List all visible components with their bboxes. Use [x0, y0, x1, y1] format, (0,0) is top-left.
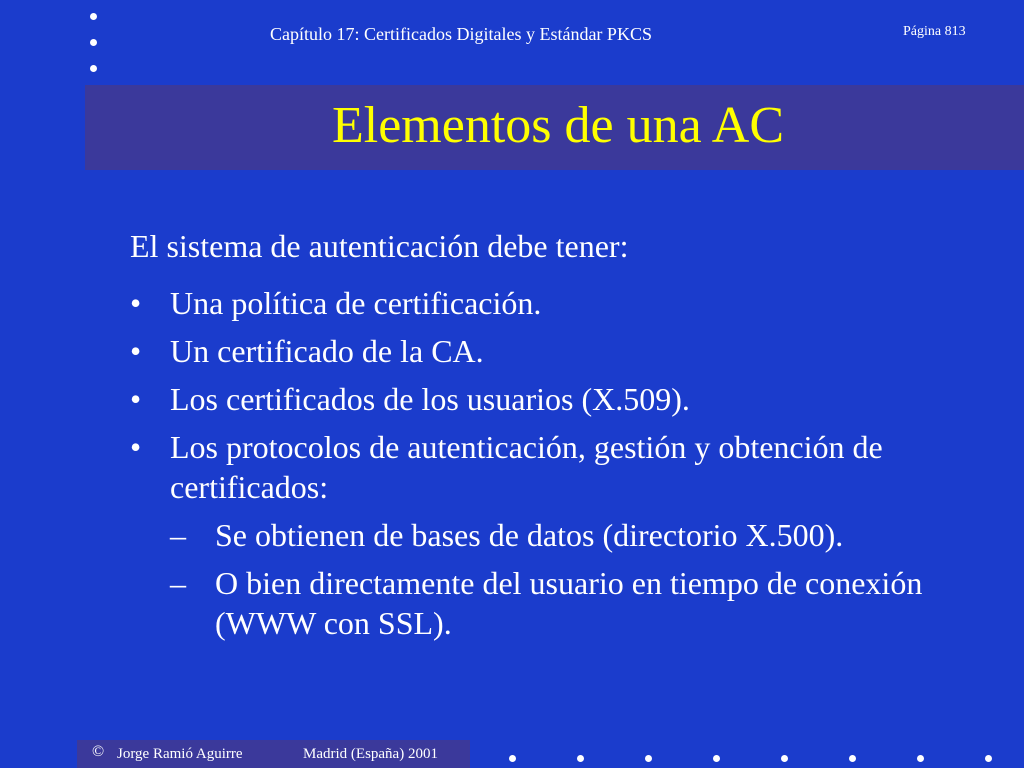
decorative-dot	[90, 65, 97, 72]
sub-list-item	[170, 515, 990, 555]
bullet-icon: •	[130, 333, 142, 369]
sub-bullet-text: O bien directamente del usuario en tiempo de conexión (WWW con SSL).	[215, 565, 923, 641]
copyright-icon: ©	[92, 743, 105, 760]
decorative-dot	[985, 755, 992, 762]
dash-icon: –	[170, 565, 186, 601]
list-item	[130, 379, 990, 419]
bullet-icon: •	[130, 429, 142, 465]
footer-location: Madrid (España) 2001	[303, 746, 438, 762]
sub-bullet-list	[170, 515, 990, 643]
bullet-icon: •	[130, 285, 142, 321]
dash-icon: –	[170, 517, 186, 553]
bullet-text: Los certificados de los usuarios (X.509).	[170, 381, 690, 417]
bullet-icon: •	[130, 381, 142, 417]
decorative-dot	[713, 755, 720, 762]
bullet-text: Una política de certificación.	[170, 285, 542, 321]
footer-author: Jorge Ramió Aguirre	[117, 746, 243, 762]
decorative-dot	[781, 755, 788, 762]
decorative-dot	[90, 13, 97, 20]
sub-list-item	[170, 563, 990, 643]
decorative-dot	[645, 755, 652, 762]
slide-title: Elementos de una AC	[332, 97, 785, 154]
bullet-list	[130, 283, 990, 651]
page-number: Página 813	[903, 24, 966, 39]
decorative-dot	[577, 755, 584, 762]
bullet-text: Los protocolos de autenticación, gestión y obtención de certificados:	[170, 429, 883, 505]
decorative-dot	[849, 755, 856, 762]
intro-text: El sistema de autenticación debe tener:	[130, 228, 629, 264]
list-item	[130, 283, 990, 323]
decorative-dot	[509, 755, 516, 762]
decorative-dot	[90, 39, 97, 46]
chapter-header: Capítulo 17: Certificados Digitales y Estándar PKCS	[270, 24, 652, 44]
list-item	[130, 331, 990, 371]
decorative-dot	[917, 755, 924, 762]
bullet-text: Un certificado de la CA.	[170, 333, 484, 369]
sub-bullet-text: Se obtienen de bases de datos (directorio X.500).	[215, 517, 844, 553]
list-item	[130, 427, 990, 643]
